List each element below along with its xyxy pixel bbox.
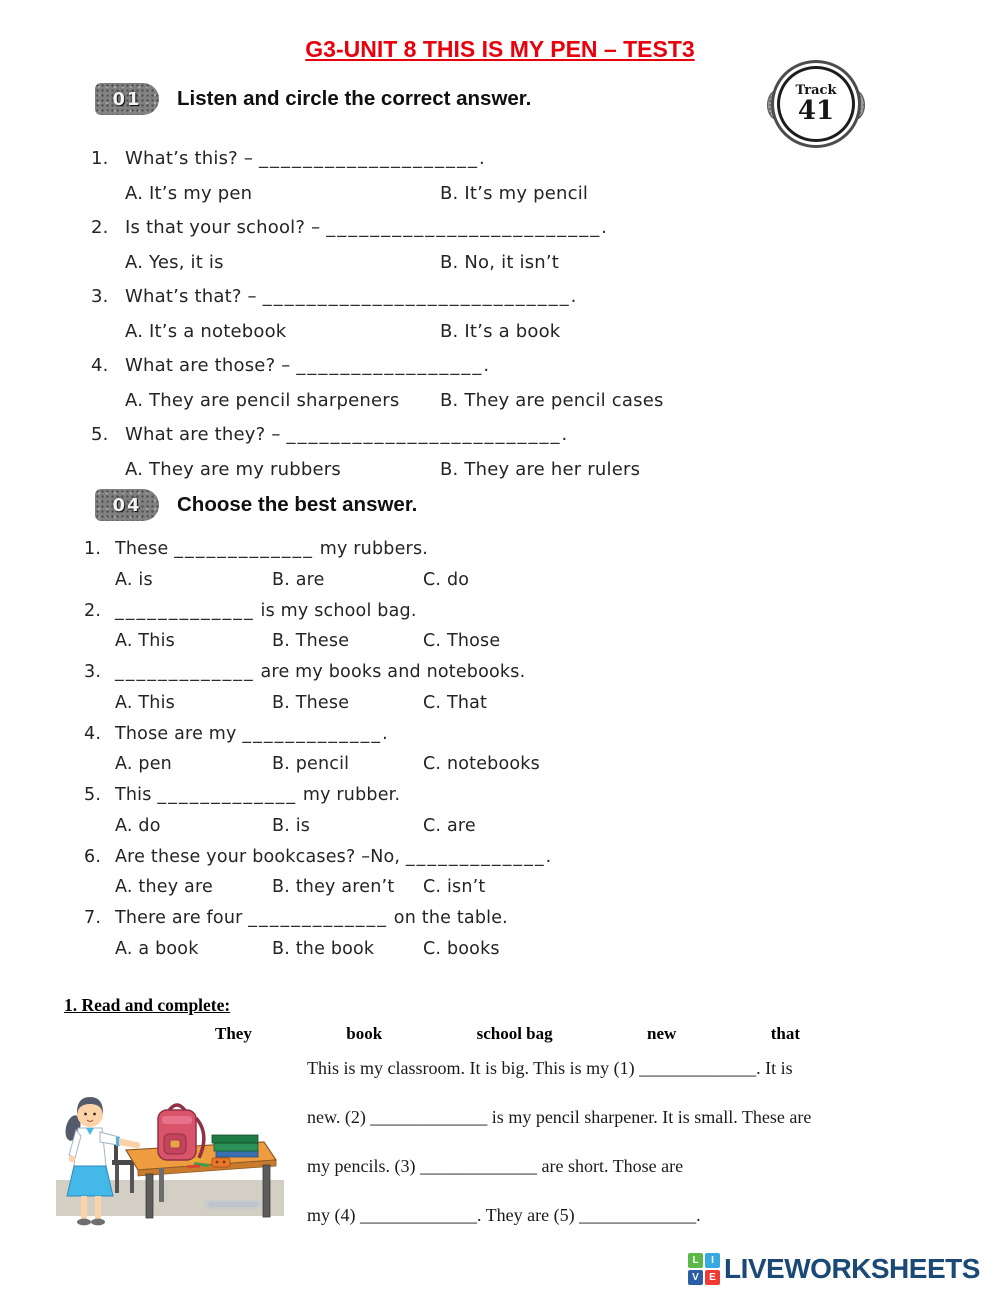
question-pre: What’s that? – <box>125 286 263 307</box>
logo-square-i: I <box>705 1253 720 1268</box>
question-pre: This <box>115 785 158 805</box>
option-a[interactable]: A. It’s a notebook <box>125 321 287 342</box>
question-pre: Is that your school? – <box>125 217 327 238</box>
liveworksheets-logo[interactable] <box>688 1253 980 1285</box>
option-b[interactable]: B. No, it isn’t <box>440 252 560 273</box>
question-number: 6. <box>84 846 102 867</box>
option-c[interactable]: C. isn’t <box>423 877 486 897</box>
choose-question-6 <box>0 842 1000 904</box>
logo-square-e: E <box>705 1270 720 1285</box>
section-01-badge: 01 <box>95 83 159 115</box>
word-bank <box>215 1024 800 1044</box>
watermark <box>204 1200 262 1209</box>
question-text <box>115 780 400 811</box>
question-pre: These <box>115 539 175 559</box>
word-bank-item: that <box>770 1024 800 1043</box>
option-a[interactable]: A. is <box>115 569 153 590</box>
question-number: 2. <box>91 217 109 238</box>
track-circle <box>777 66 855 142</box>
word-bank-item: school bag <box>476 1024 553 1043</box>
option-b[interactable]: B. are <box>272 569 325 590</box>
choose-questions <box>0 534 1000 965</box>
option-b[interactable]: B. pencil <box>272 754 350 774</box>
question-text <box>115 719 388 750</box>
option-a[interactable]: A. It’s my pen <box>125 183 253 204</box>
page-title-text: G3-UNIT 8 THIS IS MY PEN – TEST3 <box>305 36 695 62</box>
audio-track-badge <box>768 64 864 144</box>
option-a[interactable]: A. This <box>115 631 175 651</box>
option-c[interactable]: C. Those <box>423 631 501 651</box>
choose-question-4 <box>0 719 1000 781</box>
choose-question-5 <box>0 780 1000 842</box>
paragraph-line[interactable]: my (4) _____________. They are (5) _____________. <box>307 1205 701 1225</box>
reading-section-heading: 1. Read and complete: <box>64 995 231 1015</box>
answer-blank[interactable]: _____________ <box>115 600 255 621</box>
listen-section-heading: Listen and circle the correct answer. <box>177 87 532 110</box>
question-pre: There are four <box>115 908 249 928</box>
question-text <box>125 418 567 452</box>
answer-blank[interactable]: ____________________ <box>258 148 479 169</box>
question-text <box>125 211 607 245</box>
option-b[interactable]: B. These <box>272 631 350 651</box>
logo-square-l: L <box>688 1253 703 1268</box>
listen-question-4 <box>0 349 1000 418</box>
listen-questions <box>0 142 1000 487</box>
question-number: 5. <box>91 424 109 445</box>
option-b[interactable]: B. They are pencil cases <box>440 390 664 411</box>
option-a[interactable]: A. do <box>115 815 161 836</box>
pencil-sharpener <box>212 1158 230 1167</box>
question-text <box>115 534 428 565</box>
choose-question-3 <box>0 657 1000 719</box>
listen-section-header <box>95 83 531 115</box>
answer-blank[interactable]: _____________ <box>248 908 389 928</box>
word-bank-item: They <box>215 1024 252 1043</box>
answer-blank[interactable]: _________________ <box>296 355 484 376</box>
question-pre: Those are my <box>115 723 243 744</box>
option-c[interactable]: C. notebooks <box>423 754 540 774</box>
reading-paragraph <box>307 1044 977 1240</box>
answer-blank[interactable]: _____________ <box>242 723 383 744</box>
question-post: . <box>561 424 568 445</box>
question-post: . <box>382 723 388 744</box>
answer-blank[interactable]: _____________ <box>157 785 298 805</box>
listen-question-1 <box>0 142 1000 211</box>
liveworksheets-wordmark: LIVEWORKSHEETS <box>724 1253 980 1284</box>
question-number: 5. <box>84 785 102 805</box>
option-c[interactable]: C. That <box>423 692 488 713</box>
question-post: on the table. <box>388 908 508 928</box>
question-number: 4. <box>91 355 109 376</box>
option-b[interactable]: B. It’s my pencil <box>440 183 589 204</box>
listen-question-5 <box>0 418 1000 487</box>
question-text <box>125 142 485 176</box>
option-b[interactable]: B. is <box>272 815 311 836</box>
option-b[interactable]: B. These <box>272 692 350 713</box>
question-post: . <box>570 286 577 307</box>
section-04-badge: 04 <box>95 489 159 521</box>
option-a[interactable]: A. They are my rubbers <box>125 459 341 480</box>
question-number: 1. <box>91 148 109 169</box>
answer-blank[interactable]: _____________ <box>405 846 546 867</box>
choose-question-7 <box>0 903 1000 965</box>
books <box>212 1135 258 1157</box>
question-pre: What are they? – <box>125 424 287 445</box>
question-post: my rubber. <box>297 785 401 805</box>
track-label: Track <box>795 83 837 98</box>
question-number: 4. <box>84 723 102 744</box>
option-b[interactable]: B. the book <box>272 938 375 959</box>
question-text <box>125 280 577 314</box>
question-post: my rubbers. <box>313 539 429 559</box>
choose-question-2 <box>0 596 1000 658</box>
option-a[interactable]: A. a book <box>115 938 199 959</box>
answer-blank[interactable]: _________________________ <box>326 217 602 238</box>
question-number: 3. <box>91 286 109 307</box>
question-post: . <box>483 355 490 376</box>
page-title <box>0 36 1000 63</box>
option-a[interactable]: A. They are pencil sharpeners <box>125 390 400 411</box>
question-number: 3. <box>84 662 102 682</box>
choose-section-heading: Choose the best answer. <box>177 493 418 516</box>
option-a[interactable]: A. Yes, it is <box>125 252 224 273</box>
question-post: . <box>478 148 485 169</box>
option-a[interactable]: A. This <box>115 692 175 713</box>
option-c[interactable]: C. are <box>423 815 476 836</box>
question-number: 1. <box>84 539 102 559</box>
word-bank-item: book <box>346 1024 383 1043</box>
question-text <box>115 903 508 934</box>
logo-square-v: V <box>688 1270 703 1285</box>
answer-blank[interactable]: _____________ <box>174 539 314 559</box>
option-a[interactable]: A. pen <box>115 754 172 774</box>
option-c[interactable]: C. do <box>423 569 470 590</box>
paragraph-line[interactable]: my pencils. (3) _____________ are short. Those are <box>307 1156 684 1176</box>
listen-question-3 <box>0 280 1000 349</box>
classroom-illustration <box>56 1052 284 1236</box>
question-pre: What’s this? – <box>125 148 259 169</box>
option-a[interactable]: A. they are <box>115 877 213 897</box>
question-text <box>115 596 417 627</box>
question-post: . <box>545 846 552 867</box>
answer-blank[interactable]: _________________________ <box>286 424 562 445</box>
choose-question-1 <box>0 534 1000 596</box>
track-number: 41 <box>797 96 835 126</box>
liveworksheets-squares-icon <box>688 1253 720 1285</box>
question-pre: What are those? – <box>125 355 297 376</box>
option-b[interactable]: B. they aren’t <box>272 877 395 897</box>
question-number: 2. <box>84 600 102 621</box>
option-b[interactable]: B. They are her rulers <box>440 459 641 480</box>
question-post: . <box>601 217 608 238</box>
question-number: 7. <box>84 908 102 928</box>
choose-section-header <box>95 489 417 521</box>
question-text <box>125 349 489 383</box>
answer-blank[interactable]: _____________ <box>115 662 255 682</box>
listen-question-2 <box>0 211 1000 280</box>
paragraph-line[interactable]: new. (2) _____________ is my pencil sharpener. It is small. These are <box>307 1107 812 1127</box>
question-post: is my school bag. <box>254 600 417 621</box>
question-text <box>115 657 525 688</box>
question-text <box>115 842 551 873</box>
answer-blank[interactable]: ____________________________ <box>262 286 571 307</box>
option-c[interactable]: C. books <box>423 938 500 959</box>
question-pre: Are these your bookcases? –No, <box>115 846 406 867</box>
option-b[interactable]: B. It’s a book <box>440 321 561 342</box>
question-post: are my books and notebooks. <box>254 662 526 682</box>
paragraph-line[interactable]: This is my classroom. It is big. This is my (1) _____________. It is <box>307 1058 793 1078</box>
word-bank-item: new <box>647 1024 677 1043</box>
